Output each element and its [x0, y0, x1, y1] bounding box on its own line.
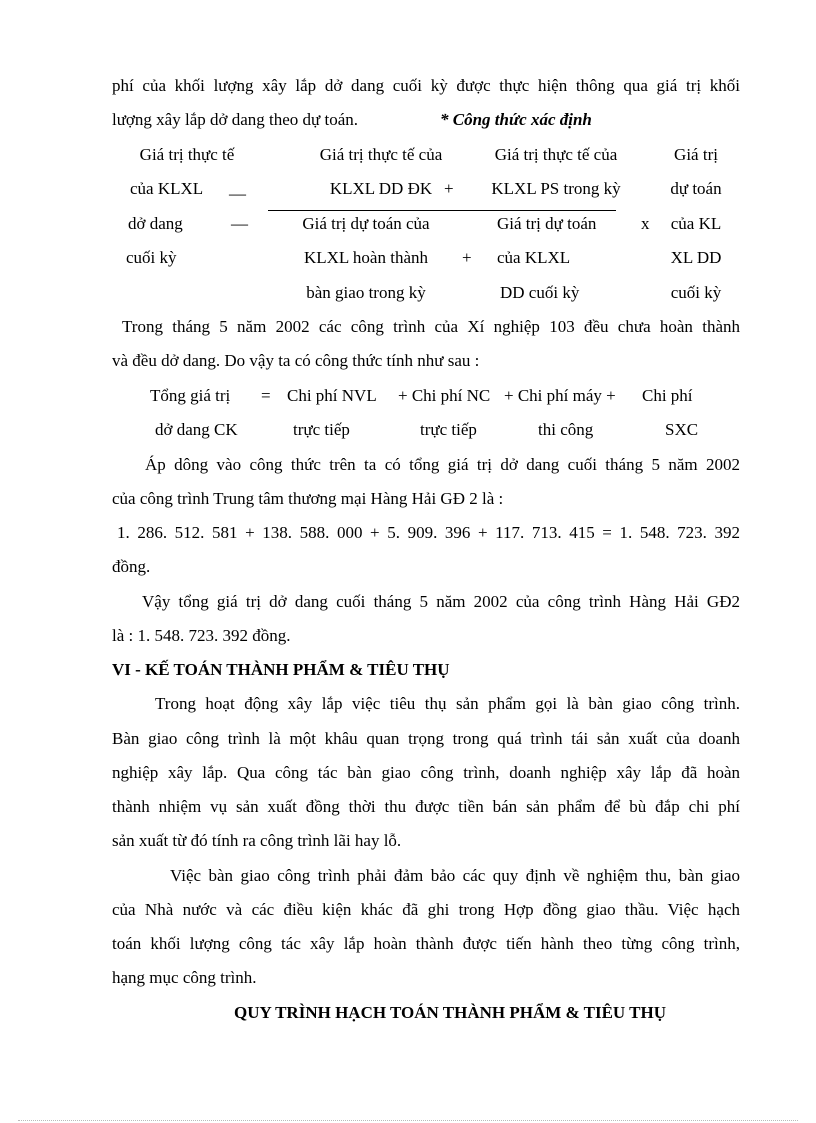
formula-right-1: Giá trị [674, 145, 718, 164]
formula-num-a-1: Giá trị thực tế của [319, 145, 443, 164]
formula2-r1-c1: Tổng giá trị [150, 386, 231, 405]
formula-left-4: cuối kỳ [126, 248, 177, 267]
formula-den-a-1: Giá trị dự toán của [302, 214, 430, 233]
section-heading: VI - KẾ TOÁN THÀNH PHẨM & TIÊU THỤ [112, 660, 450, 679]
formula2-r1-c2: = [261, 386, 271, 405]
formula-minus-1: — [229, 184, 246, 203]
para2-line-2: của công trình Trung tâm thương mại Hàng Hải GĐ 2 là : [112, 489, 504, 508]
section-subheading: QUY TRÌNH HẠCH TOÁN THÀNH PHẨM & TIÊU THỤ [234, 1003, 666, 1022]
formula-left-3: dở dang [128, 214, 183, 233]
footer-dotted-rule [18, 1120, 798, 1121]
section-p2-line-3: toán khối lượng công tác xây lắp hoàn thành được tiến hành theo từng công trình, [112, 934, 740, 953]
formula-plus-top: + [444, 179, 454, 198]
formula-left-2: của KLXL [130, 179, 204, 198]
formula-den-b-2: của KLXL [497, 248, 571, 267]
formula2-r2-c1: dở dang CK [155, 420, 238, 439]
para2-calc: 1. 286. 512. 581 + 138. 588. 000 + 5. 909. 396 + 117. 713. 415 = 1. 548. 723. 392 [117, 523, 740, 542]
section-p2-line-1: Việc bàn giao công trình phải đảm bảo các quy định về nghiệm thu, bàn giao [170, 866, 740, 885]
formula2-r1-c4: + Chi phí NC [398, 386, 491, 405]
fraction-bar [268, 210, 616, 211]
formula2-r1-c6: Chi phí [642, 386, 693, 405]
formula-num-b-2: KLXL PS trong kỳ [491, 179, 621, 198]
formula2-r2-c2: trực tiếp [293, 420, 350, 439]
para1-line-2: và đều dở dang. Do vậy ta có công thức tính như sau : [112, 351, 480, 370]
para3-line-1: Vậy tổng giá trị dở dang cuối tháng 5 năm 2002 của công trình Hàng Hải GĐ2 [142, 592, 740, 611]
formula2-r2-c5: SXC [665, 420, 699, 439]
formula-num-b-1: Giá trị thực tế của [494, 145, 618, 164]
formula-den-b-3: DD cuối kỳ [500, 283, 580, 302]
formula-left-1: Giá trị thực tế [139, 145, 235, 164]
intro-line-2: lượng xây lắp dở dang theo dự toán. [112, 110, 359, 129]
section-p1-line-2: Bàn giao công trình là một khâu quan trọng trong quá trình tái sản xuất của doanh [112, 729, 740, 748]
formula2-r1-c5: + Chi phí máy + [504, 386, 616, 405]
section-p1-line-5: sản xuất từ đó tính ra công trình lãi hay lỗ. [112, 831, 402, 850]
formula-minus-2: — [231, 214, 248, 233]
section-p1-line-3: nghiệp xây lắp. Qua công tác bàn giao công trình, doanh nghiệp xây lắp đã hoàn [112, 763, 740, 782]
formula-right-3: của KL [670, 214, 722, 233]
formula-plus-bottom: + [462, 248, 472, 267]
section-p2-line-2: của Nhà nước và các điều kiện khác đã ghi trong Hợp đồng giao thầu. Việc hạch [112, 900, 740, 919]
formula-right-4: XL DD [670, 248, 722, 267]
formula-den-b-1: Giá trị dự toán [497, 214, 597, 233]
formula2-r1-c3: Chi phí NVL [287, 386, 377, 405]
formula2-r2-c4: thi công [538, 420, 594, 439]
section-p2-line-4: hạng mục công trình. [112, 968, 257, 987]
intro-line-1: phí của khối lượng xây lắp dở dang cuối kỳ được thực hiện thông qua giá trị khối [112, 76, 740, 95]
formula-right-2: dự toán [670, 179, 722, 198]
formula-num-a-2: KLXL DD ĐK [329, 179, 433, 198]
para2-line-1: Áp dông vào công thức trên ta có tổng giá trị dở dang cuối tháng 5 năm 2002 [145, 455, 740, 474]
formula-den-a-2: KLXL hoàn thành [303, 248, 428, 267]
para3-line-2: là : 1. 548. 723. 392 đồng. [112, 626, 291, 645]
para1-line-1: Trong tháng 5 năm 2002 các công trình của Xí nghiệp 103 đều chưa hoàn thành [122, 317, 740, 336]
section-p1-line-1: Trong hoạt động xây lắp việc tiêu thụ sản phẩm gọi là bàn giao công trình. [155, 694, 740, 713]
formula2-r2-c3: trực tiếp [420, 420, 477, 439]
formula-times: x [641, 214, 650, 233]
formula-den-a-3: bàn giao trong kỳ [306, 283, 426, 302]
para2-calc-unit: đồng. [112, 557, 151, 576]
formula-right-5: cuối kỳ [670, 283, 722, 302]
section-p1-line-4: thành nhiệm vụ sản xuất đồng thời thu được tiền bán sản phẩm để bù đắp chi phí [112, 797, 740, 816]
formula-heading: * Công thức xác định [440, 110, 592, 129]
